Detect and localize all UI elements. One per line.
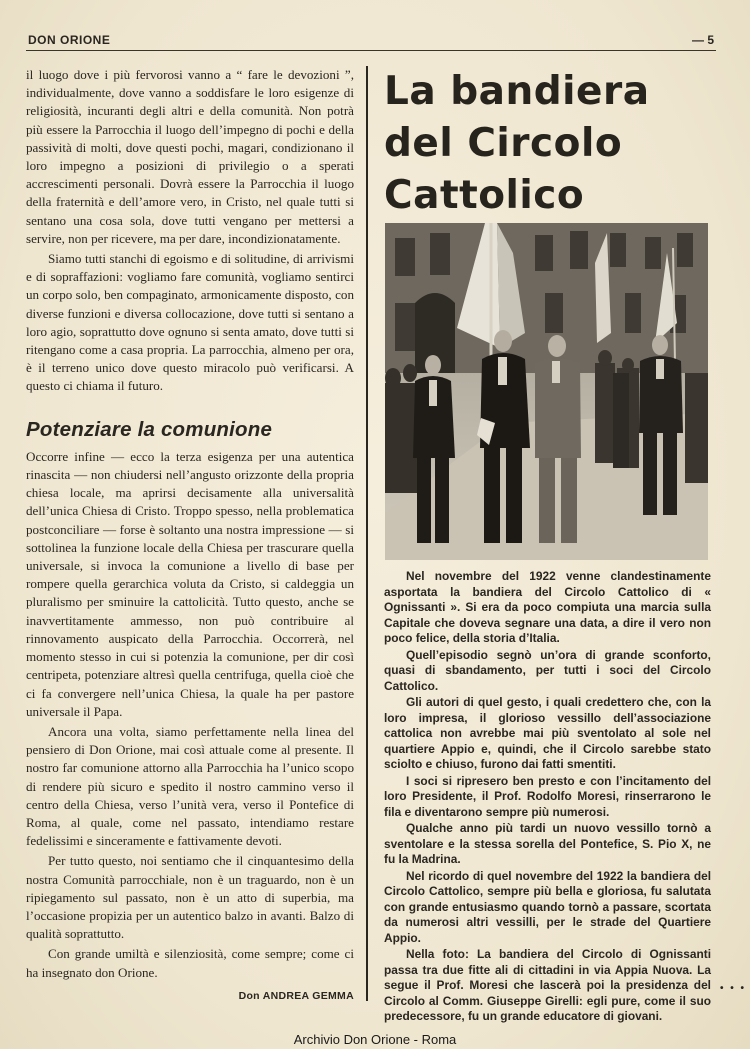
article-paragraph: Ancora una volta, siamo perfettamente nella linea del pensiero di Don Orione, mai così attuale come al presente. Il nostro far comunione attorno alla Parrocchia ha l’unico scopo di rendere più sicuro e spedito il nostro cammino verso il centro della Chiesa, verso l’unità vera, verso il Pontefice di Roma, al quale, come nel passato, intendiamo restare fedelissimi e sinceramente e fattivamente devoti. <box>26 723 354 849</box>
header-rule <box>26 50 716 51</box>
page-header <box>28 33 714 49</box>
archive-footer: Archivio Don Orione - Roma <box>293 1032 457 1047</box>
photo-caption <box>384 569 711 1026</box>
caption-paragraph: Nel novembre del 1922 venne clandestinamente asportata la bandiera del Circolo Cattolico di « Ognissanti ». Si era da poco compiuta una marcia sulla Capitale che doveva segnare una data, a dire il vero non poco felice, della storia d’Italia. <box>384 569 711 645</box>
magazine-name: DON ORIONE <box>28 33 111 47</box>
article-paragraph: Con grande umiltà e silenziosità, come sempre; come ci ha insegnato don Orione. <box>26 946 354 980</box>
article-paragraph: Per tutto questo, noi sentiamo che il cinquantesimo della nostra Comunità parrocchiale, non è un traguardo, non è un ripiegamento sul passato, non è un atto di superbia, ma l’occasione propizia per un autentico balzo in avanti. Balzo di qualità soprattutto. <box>26 853 354 942</box>
author-signature: Don ANDREA GEMMA <box>238 989 354 1002</box>
title-line: La bandiera <box>384 69 650 114</box>
caption-paragraph: Qualche anno più tardi un nuovo vessillo tornò a sventolare e la stessa sorella del Pontefice, S. Pio X, ne fu la Madrina. <box>384 821 711 866</box>
caption-paragraph: Nella foto: La bandiera del Circolo di Ognissanti passa tra due fitte ali di cittadini in via Appia Nuova. La segue il Prof. Moresi che lascerà poi la presidenza del Circolo al Comm. Giuseppe Girelli: egli pure, come il suo predecessore, fu un grande educatore di giovani. <box>384 947 711 1023</box>
caption-paragraph: Nel ricordo di quel novembre del 1922 la bandiera del Circolo Cattolico, sempre più bella e gloriosa, fu salutata con grande entusiasmo quando tornò a passare, scortata da numerosi altri vessilli, per le strade del Quartiere Appio. <box>384 868 711 945</box>
left-column <box>26 66 354 1005</box>
article-title <box>384 66 711 222</box>
caption-paragraph: I soci si ripresero ben presto e con l’incitamento del loro Presidente, il Prof. Rodolfo Moresi, rinserrarono le fila e diventarono sempre più numerosi. <box>384 773 711 819</box>
column-divider <box>366 66 368 1001</box>
photo-illustration <box>385 223 708 560</box>
caption-paragraph: Quell’episodio segnò un’ora di grande sconforto, quasi di sbandamento, per tutti i soci del Circolo Cattolico. <box>384 647 711 693</box>
article-paragraph: Occorre infine — ecco la terza esigenza per una autentica rinascita — non chiudersi nell’angusto orizzonte della propria chiesa locale, ma aprirsi decisamente alla universalità dell’unica Chiesa di Cristo. Troppo spesso, nella problematica postconciliare — forse è soltanto una nostra impressione — si sottolinea la funzione locale della Chiesa per trascurare quella universale, si invoca la comunione a livello di base per rompere quella gerarchica voluta da Cristo, si caldeggia un pluralismo per sminuire la cattolicità. Tutto questo, anche se inavvertitamente ammesso, non può contribuire al rinnovamento auspicato della Parrocchia. Occorrerà, nel momento stesso in cui si potenzia la comunione, per dir così centripeta, potenziare altresì quella centrifuga, quella cioè che ci fa convergere nell’unica Chiesa, la quale ha per pastore universale il Papa. <box>26 448 354 719</box>
article-paragraph: il luogo dove i più fervorosi vanno a “ fare le devozioni ”, individualmente, dove vanno a soddisfare le loro esigenze di religiosità, incuranti degli altri e della comunità. Non potrà più essere la Parrocchia il luogo dell’impegno di pochi e della passività di molti, dove questi pochi, magari, condizionano il loro impegno a posizioni di privilegio o a sperati accrescimenti personali. Dovrà essere la Parrocchia il luogo della fraternità e dell’amore vero, in Cristo, nel quale tutti si sentano una cosa sola, dove tutti vengano per mettersi a servire, non per ricevere, ma per dare, incondizionatamente. <box>26 67 354 246</box>
caption-paragraph: Gli autori di quel gesto, i quali credettero che, con la loro impresa, il glorioso vessillo dell’associazione cattolica non avrebbe mai più sventolato al sole nel quartiere Appio e, quindi, che il Circolo sarebbe stato sciolto e chiuso, furono dai fatti smentiti. <box>384 695 711 771</box>
section-title: Potenziare la comunione <box>26 417 273 441</box>
end-mark: • • • <box>719 983 746 994</box>
flag-procession-photo <box>385 223 708 560</box>
page-number: — 5 <box>691 33 714 47</box>
title-line: Cattolico <box>384 173 585 218</box>
article-paragraph: Siamo tutti stanchi di egoismo e di solitudine, di arrivismi e di sopraffazioni: vogliamo fare comunità, vogliamo sentirci un corpo solo, ben compaginato, armonicamente disposto, con diverse funzioni e diversa collocazione, dove tutti si sentano a loro agio, soprattutto dove ognuno si senta amato, dove tutti si ritengano come a casa propria. La parrocchia, almeno per ora, è il terreno unico dove questo miracolo può verificarsi. A questo ci chiama il futuro. <box>26 251 354 394</box>
right-column <box>384 66 711 1023</box>
title-line: del Circolo <box>384 121 623 166</box>
